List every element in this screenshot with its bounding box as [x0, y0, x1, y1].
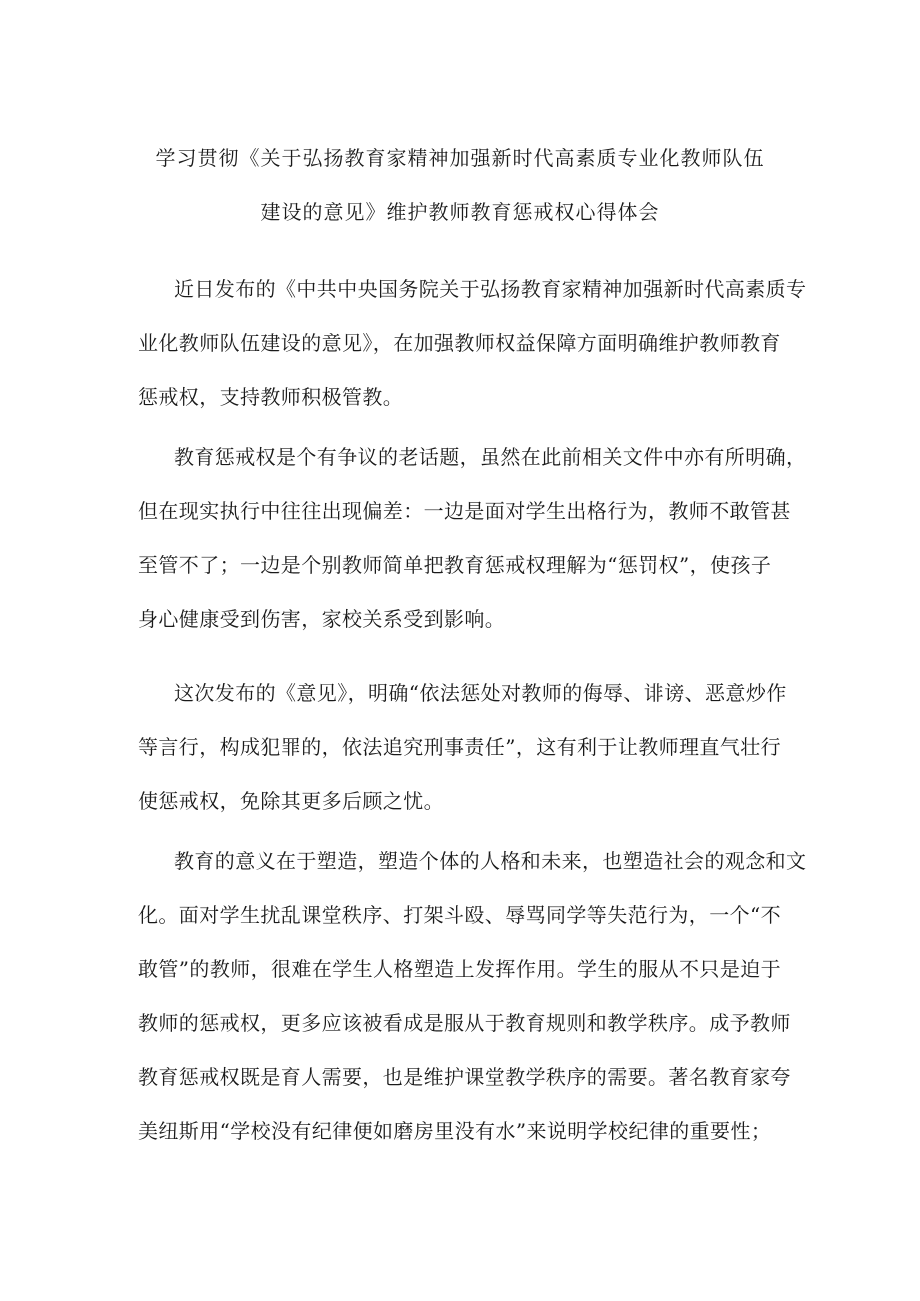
- document-title-line-2: 建设的意见》维护教师教育惩戒权心得体会: [260, 200, 660, 224]
- paragraph-1: [138, 262, 807, 424]
- paragraph-4: [138, 834, 807, 1158]
- paragraph-line: 惩戒权，支持教师积极管教。: [138, 385, 404, 409]
- paragraph-line: 美纽斯用“学校没有纪律便如磨房里没有水”来说明学校纪律的重要性；: [138, 1119, 772, 1143]
- paragraph-line: 敢管”的教师，很难在学生人格塑造上发挥作用。学生的服从不只是迫于: [138, 957, 782, 981]
- paragraph-line: 但在现实执行中往往出现偏差：一边是面对学生出格行为，教师不敢管甚: [138, 499, 791, 523]
- paragraph-line: 等言行，构成犯罪的，依法追究刑事责任”，这有利于让教师理直气壮行: [138, 735, 782, 759]
- paragraph-line: 化。面对学生扰乱课堂秩序、打架斗殴、辱骂同学等失范行为，一个“不: [138, 903, 782, 927]
- paragraph-2: [138, 430, 807, 646]
- paragraph-3: [138, 666, 798, 828]
- paragraph-line: 身心健康受到伤害，家校关系受到影响。: [138, 607, 506, 631]
- paragraph-line: 教师的惩戒权，更多应该被看成是服从于教育规则和教学秩序。成予教师: [138, 1011, 791, 1035]
- document-title-line-1: 学习贯彻《关于弘扬教育家精神加强新时代高素质专业化教师队伍: [155, 146, 765, 170]
- paragraph-line: 至管不了；一边是个别教师简单把教育惩戒权理解为“惩罚权”，使孩子: [138, 553, 772, 577]
- paragraph-line: 使惩戒权，免除其更多后顾之忧。: [138, 789, 444, 813]
- paragraph-line: 教育惩戒权是个有争议的老话题，虽然在此前相关文件中亦有所明确，: [174, 445, 807, 469]
- paragraph-line: 业化教师队伍建设的意见》，在加强教师权益保障方面明确维护教师教育: [138, 331, 781, 355]
- paragraph-line: 教育惩戒权既是育人需要，也是维护课堂教学秩序的需要。著名教育家夸: [138, 1065, 791, 1089]
- paragraph-line: 教育的意义在于塑造，塑造个体的人格和未来，也塑造社会的观念和文: [174, 849, 807, 873]
- paragraph-line: 近日发布的《中共中央国务院关于弘扬教育家精神加强新时代高素质专: [174, 277, 807, 301]
- paragraph-line: 这次发布的《意见》，明确“依法惩处对教师的侮辱、诽谤、恶意炒作: [174, 681, 787, 705]
